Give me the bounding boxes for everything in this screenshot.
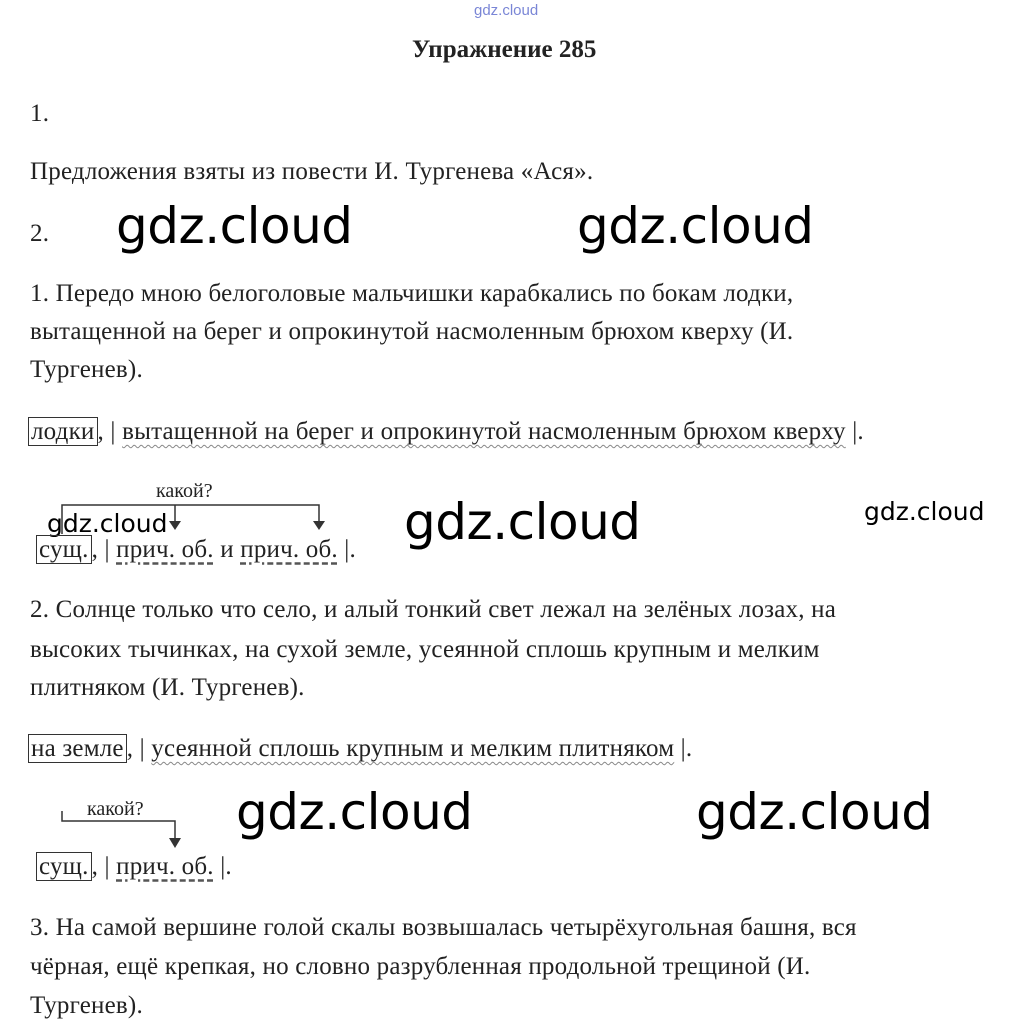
separator: , | [126, 735, 152, 762]
scheme-noun: сущ. [36, 852, 92, 881]
watermark: gdz.cloud [864, 497, 985, 526]
clause-end: |. [674, 735, 693, 762]
scheme-end: |. [213, 853, 232, 880]
section-number-2: 2. [30, 220, 50, 247]
sentence-1-line-3: Тургенев). [30, 356, 143, 383]
watermark: gdz.cloud [236, 783, 473, 841]
separator: , | [91, 853, 117, 880]
scheme-end: |. [337, 536, 356, 563]
participle-1: прич. об. [116, 536, 214, 563]
sentence-1-line-1: 1. Передо мною белоголовые мальчишки карабкались по бокам лодки, [30, 280, 794, 307]
participle-1: прич. об. [116, 853, 214, 880]
scheme-2-question: какой? [87, 798, 144, 820]
sentence-3-line-3: Тургенев). [30, 992, 143, 1019]
defined-noun: на земле [28, 734, 127, 763]
sentence-3-line-2: чёрная, ещё крепкая, но словно разрубленная продольной трещиной (И. [30, 953, 811, 980]
top-watermark: gdz.cloud [474, 2, 539, 19]
sentence-2-line-2: высоких тычинках, на сухой земле, усеянной сплошь крупным и мелким [30, 636, 820, 663]
clause-end: |. [845, 418, 864, 445]
participle-2: прич. об. [240, 536, 338, 563]
intro-text: Предложения взяты из повести И. Тургенева «Ася». [30, 158, 594, 185]
scheme-1-question: какой? [156, 480, 213, 502]
defined-noun: лодки [28, 417, 98, 446]
sentence-3-line-1: 3. На самой вершине голой скалы возвышалась четырёхугольная башня, вся [30, 914, 857, 941]
conjunction: и [213, 536, 241, 563]
separator: , | [97, 418, 123, 445]
participial-clause: вытащенной на берег и опрокинутой насмоленным брюхом кверху [122, 418, 846, 445]
watermark: gdz.cloud [116, 197, 353, 255]
scheme-noun: сущ. [36, 535, 92, 564]
sentence-2-line-1: 2. Солнце только что село, и алый тонкий свет лежал на зелёных лозах, на [30, 596, 836, 623]
scheme-1 [36, 536, 356, 564]
watermark: gdz.cloud [696, 783, 933, 841]
watermark: gdz.cloud [577, 197, 814, 255]
separator: , | [91, 536, 117, 563]
watermark: gdz.cloud [404, 493, 641, 551]
section-number-1: 1. [30, 100, 50, 127]
page-title: Упражнение 285 [412, 36, 597, 63]
watermark: gdz.cloud [47, 509, 168, 538]
sentence-1-line-2: вытащенной на берег и опрокинутой насмоленным брюхом кверху (И. [30, 318, 794, 345]
analysis-2 [28, 735, 692, 763]
participial-clause: усеянной сплошь крупным и мелким плитняком [151, 735, 675, 762]
scheme-2 [36, 853, 232, 881]
sentence-2-line-3: плитняком (И. Тургенев). [30, 674, 305, 701]
